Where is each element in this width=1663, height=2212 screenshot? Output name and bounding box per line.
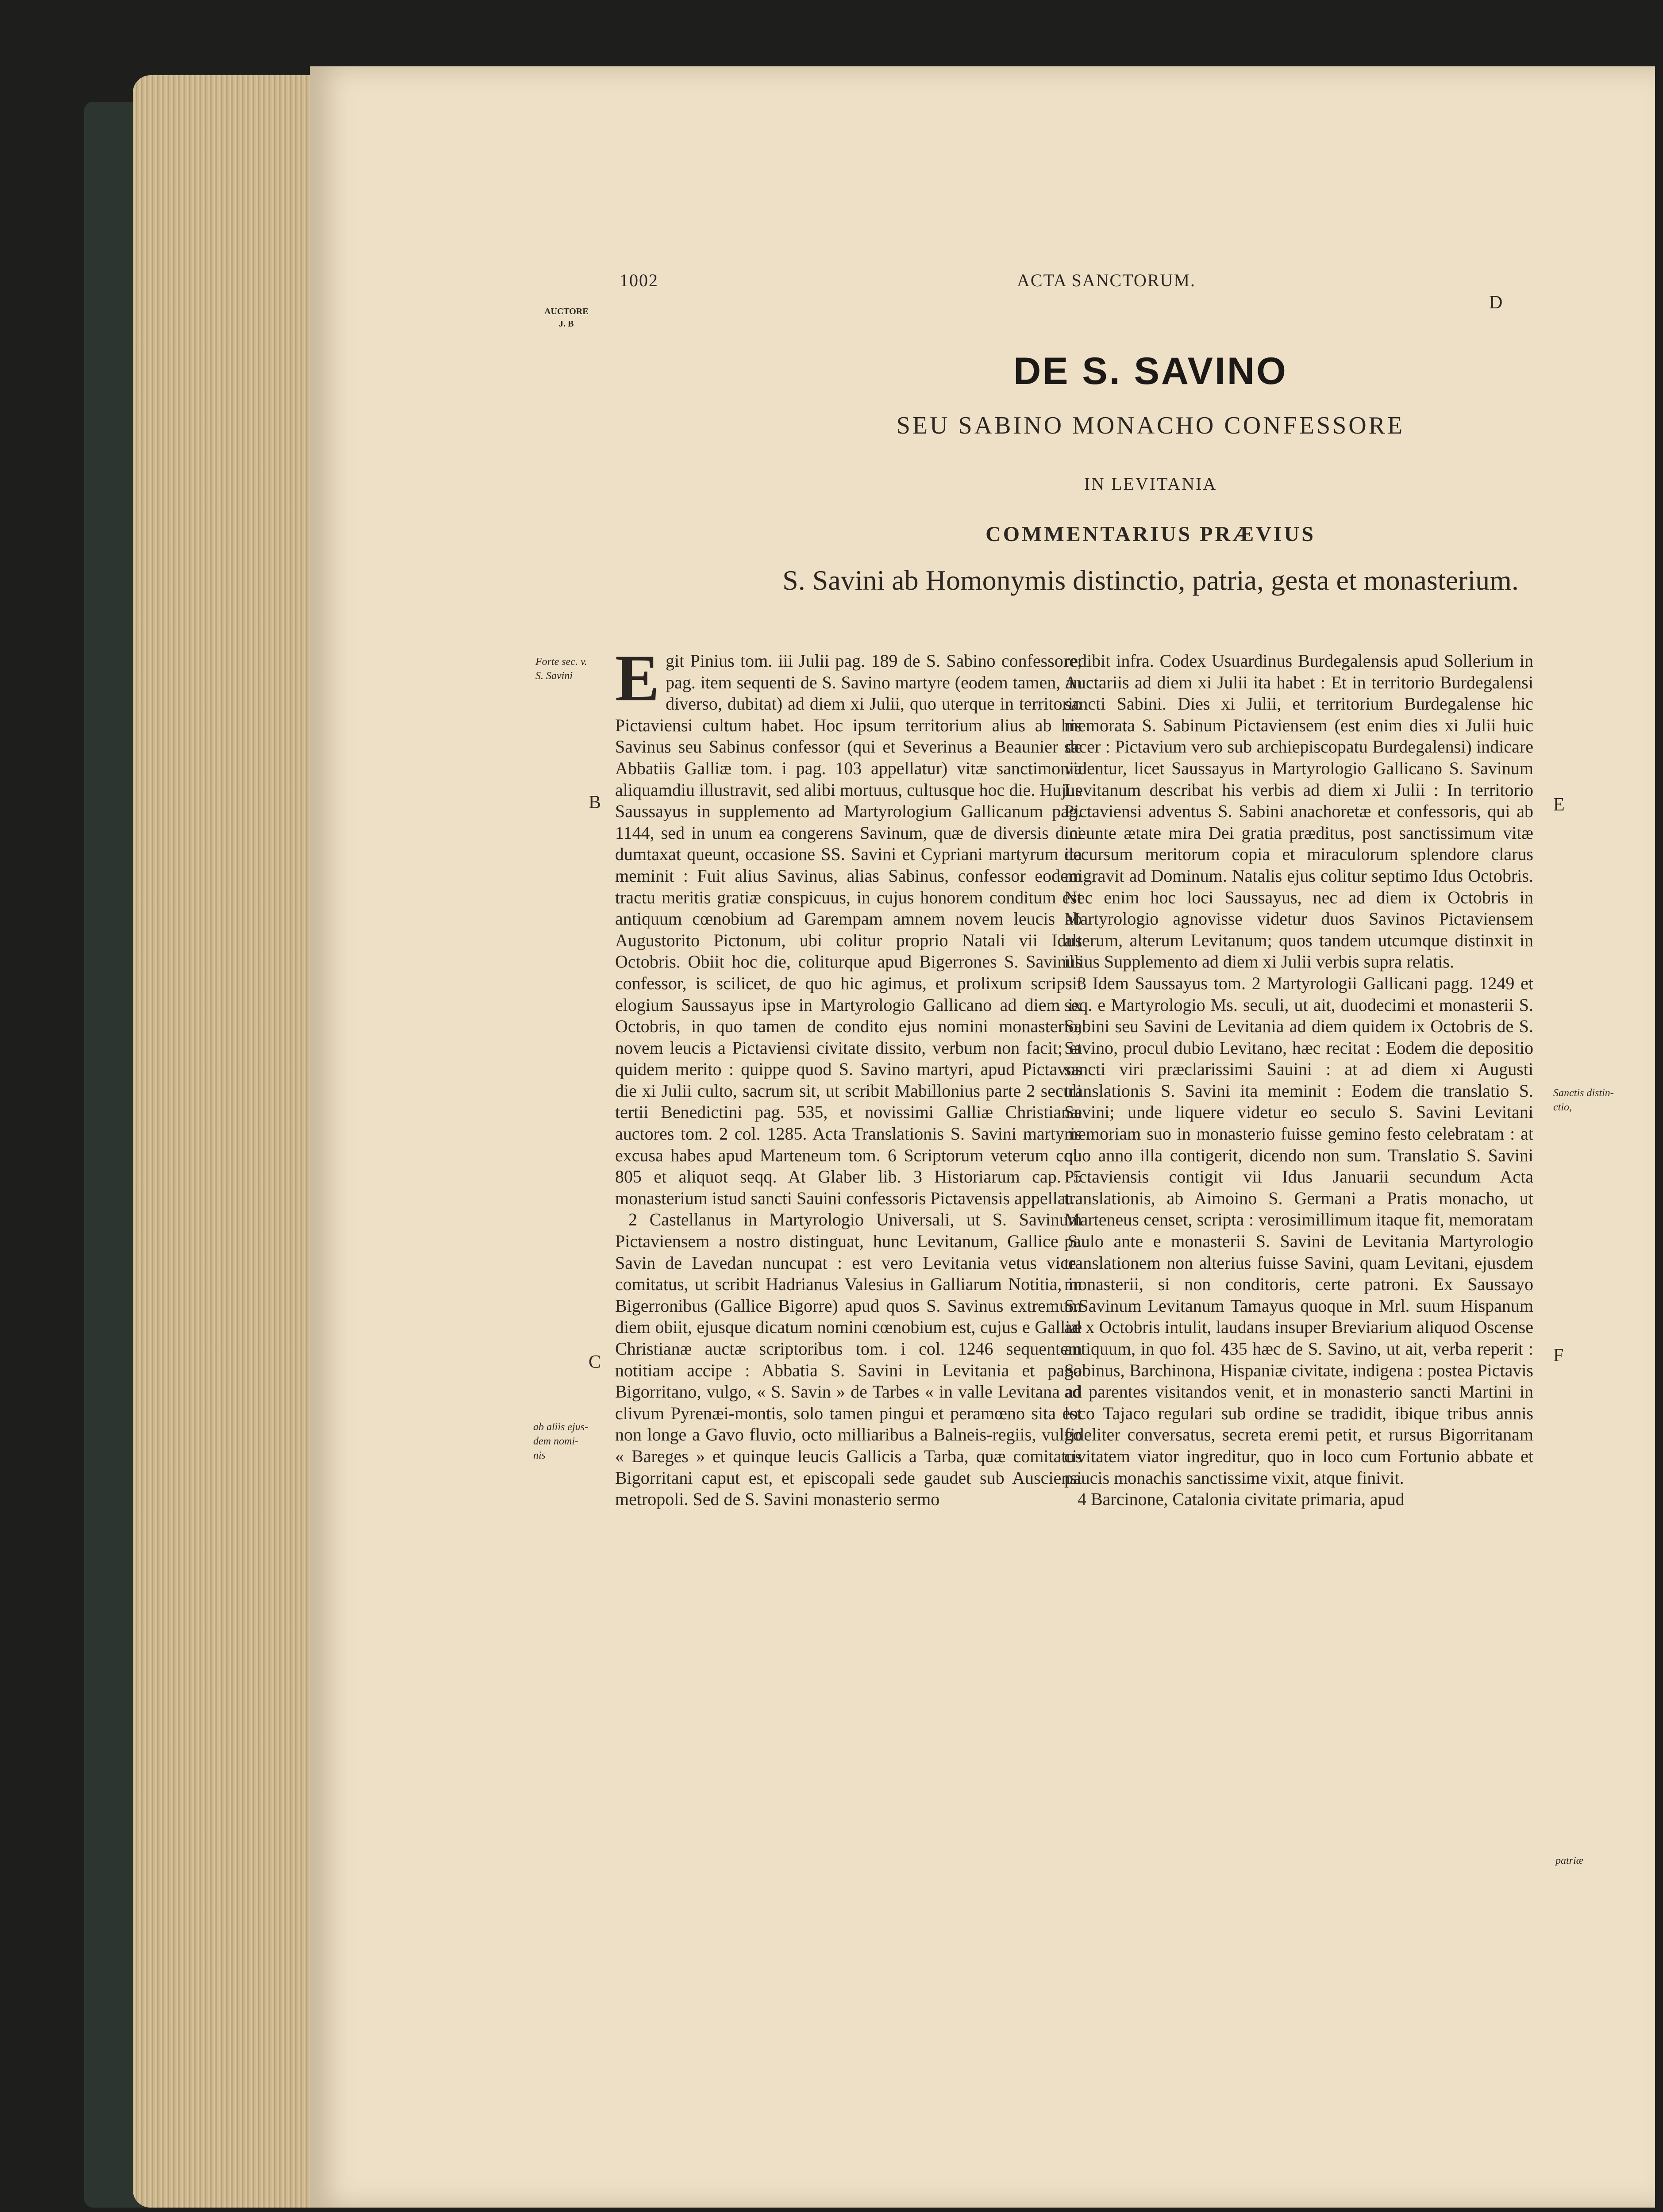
paragraph: git Pinius tom. iii Julii pag. 189 de S. Sabino confessore; pag. item sequenti de S. Savino martyre (eodem tamen, an diverso, dubitat) ad diem xi Julii, quo uterque in territorio Pictaviensi cultum habet. Hoc ipsum territorium alius ab his Savinus seu Sabinus confessor (qui et Severinus a Beaunier de Abbatiis Galliæ tom. i pag. 103 appellatur) vitæ sanctimonia aliquamdiu illustravit, sed alibi mortuus, cultusque hoc die. Hujus Saussayus in supplemento ad Martyrologium Gallicanum pag. 1144, sed in unum ea congerens Savinum, quæ de diversis dici dumtaxat queunt, occasione SS. Savini et Cypriani martyrum ita meminit : Fuit alius Savinus, alias Sabinus, confessor eodem tractu meritis gratiæ conspicuus, in cujus honorem conditum est antiquum cœnobium ad Garempam amnem novem leucis ab Augustorito Pictonum, ubi colitur proprio Natali vii Idus Octobris. Obiit hoc die, coliturque apud Bigerrones S. Savinus confessor, is scilicet, de quo hic agimus, et prolixum scripsit elogium Saussayus ipse in Martyrologio Gallicano ad diem ix Octobris, in quo tamen de condito ejus nomini monasterio, novem leucis a Pictaviensi civitate dissito, verbum non facit; et quidem merito : quippe quod S. Savino martyri, apud Pictavos die xi Julii culto, sacrum sit, ut scribit Mabillonius parte 2 seculi tertii Benedictini pag. 535, et novissimi Galliæ Christianæ auctores tom. 2 col. 1285. Acta Translationis S. Savini martyris excusa habes apud Marteneum tom. 6 Scriptorum veterum col. 805 et aliquot seqq. At Glaber lib. 3 Historiarum cap. 5 monasterium istud sancti Sauini confessoris Pictavensis appellat. xyxy=(615,651,1082,1208)
page-title: DE S. SAVINO xyxy=(1013,350,1288,392)
margin-note-line: dem nomi- xyxy=(533,1436,578,1447)
page-number: 1002 xyxy=(620,270,658,290)
margin-note-line: ab aliis ejus- xyxy=(533,1421,588,1433)
margin-note-line: Forte sec. v. xyxy=(535,656,587,668)
section-letter-f: F xyxy=(1553,1345,1564,1366)
paragraph: 3 Idem Saussayus tom. 2 Martyrologii Gallicani pagg. 1249 et seq. e Martyrologio Ms. seculi, ut ait, duodecimi et monasterii S. Sabini seu Savini de Levitania ad diem quidem ix Octobris de S. Savino, procul dubio Levitano, hæc recitat : Eodem die depositio sancti viri præclarissimi Sauini : at ad diem xi Augusti translationis S. Savini ita meminit : Eodem die translatio S. Savini; unde liquere videtur eo seculo S. Savini Levitani memoriam suo in monasterio fuisse gemino festo celebratam : at quo anno illa contigerit, dicendo non sum. Translatio S. Savini Pictaviensis contigit vii Idus Januarii secundum Acta translationis, ab Aimoino S. Germani a Pratis monacho, ut Marteneus censet, scripta : verosimillimum itaque fit, memoratam paulo ante e monasterii S. Savini de Levitania Martyrologio translationem non alterius fuisse Savini, quam Levitani, ejusdem monasterii, si non conditoris, certe patroni. Ex Saussayo S.Savinum Levitanum Tamayus quoque in Mrl. suum Hispanum ad x Octobris intulit, laudans insuper Breviarium aliquod Oscense antiquum, in quo fol. 435 hæc de S. Savino, ut ait, verba reperit : Sabinus, Barchinona, Hispaniæ civitate, indigena : postea Pictavis ad parentes visitandos venit, et in monasterio sancti Martini in loco Tajaco regulari sub ordine se tradidit, ibique tribus annis fideliter conversatus, secreta eremi petit, et rursus Bigorritanam civitatem viator ingreditur, quo in loco cum Fortunio abbate et paucis monachis sanctissime vixit, atque finivit. xyxy=(1064,973,1533,1488)
title-line-3: IN LEVITANIA xyxy=(1084,474,1217,494)
section-letter-d: D xyxy=(1489,292,1503,313)
margin-note-line: Sanctis distin- xyxy=(1553,1087,1614,1099)
paragraph: 4 Barcinone, Catalonia civitate primaria, apud xyxy=(1078,1489,1405,1509)
title-line-4: COMMENTARIUS PRÆVIUS xyxy=(985,522,1316,546)
author-note xyxy=(544,305,589,330)
author-note-line: J. B xyxy=(559,319,574,329)
margin-note-ab-aliis xyxy=(533,1420,588,1463)
paragraph: redibit infra. Codex Usuardinus Burdegalensis apud Sollerium in Auctariis ad diem xi Julii ita habet : Et in territorio Burdegalensi sancti Sabini. Dies xi Julii, et territorium Burdegalense hic memorata S. Sabinum Pictaviensem (est enim dies xi Julii huic sacer : Pictavium vero sub archiepiscopatu Burdegalensi) indicare videntur, licet Saussayus in Martyrologio Gallicano S. Savinum Levitanum describat his verbis ad diem xi Julii : In territorio Pictaviensi adventus S. Sabini anachoretæ et confessoris, qui ab ineunte ætate mira Dei gratia præditus, post sanctissimum vitæ decursum meritorum copia et miraculorum splendore clarus migravit ad Dominum. Natalis ejus colitur septimo Idus Octobris. Nec enim hoc loci Saussayus, nec ad diem ix Octobris in Martyrologio agnovisse videtur duos Savinos Pictaviensem alterum, alterum Levitanum; quos tandem utcumque distinxit in illius Supplemento ad diem xi Julii verbis supra relatis. xyxy=(1064,651,1533,972)
margin-note-line: ctio, xyxy=(1553,1102,1572,1113)
section-subtitle: S. Savini ab Homonymis distinctio, patria, gesta et monasterium. xyxy=(782,565,1519,596)
paragraph: 2 Castellanus in Martyrologio Universali, ut S. Savinum Pictaviensem a nostro distinguat, hunc Levitanum, Gallice S. Savin de Lavedan nuncupat : est vero Levitania vetus vice-comitatus, ut scribit Hadrianus Valesius in Galliarum Notitia, in Bigerronibus (Gallice Bigorre) apud quos S. Savinus extremum diem obiit, ejusque dicatum nomini cœnobium est, cujus e Galliæ Christianæ auctæ scriptoribus tom. i col. 1246 sequentem notitiam accipe : Abbatia S. Savini in Levitania et pago Bigorritano, vulgo, « S. Savin » de Tarbes « in valle Levitana ad clivum Pyrenæi-montis, solo tamen pingui et peramœno sita est non longe a Gavo fluvio, octo milliaribus a Balneis-regiis, vulgo « Bareges » et quinque leucis Gallicis a Tarba, quæ comitatus Bigorritani caput est, et episcopali sede gaudet sub Ausciensi metropoli. Sed de S. Savini monasterio sermo xyxy=(615,1210,1082,1509)
drop-cap: E xyxy=(615,641,660,715)
page-edges xyxy=(133,75,323,2208)
section-letter-b: B xyxy=(589,792,601,813)
text-column-left xyxy=(615,641,1082,1510)
section-letter-c: C xyxy=(589,1352,601,1372)
title-line-2: SEU SABINO MONACHO CONFESSORE xyxy=(896,412,1405,439)
margin-note-sanctis xyxy=(1553,1086,1614,1114)
text-column-right xyxy=(1064,650,1533,1510)
book-page xyxy=(310,66,1655,2208)
author-note-line: AUCTORE xyxy=(544,307,589,316)
margin-note-forte xyxy=(535,655,587,683)
section-letter-e: E xyxy=(1553,795,1565,815)
margin-note-line: nis xyxy=(533,1450,546,1461)
margin-note-patriae: patriæ xyxy=(1555,1855,1583,1866)
margin-note-line: S. Savini xyxy=(535,670,573,682)
running-title: ACTA SANCTORUM. xyxy=(1017,270,1196,290)
